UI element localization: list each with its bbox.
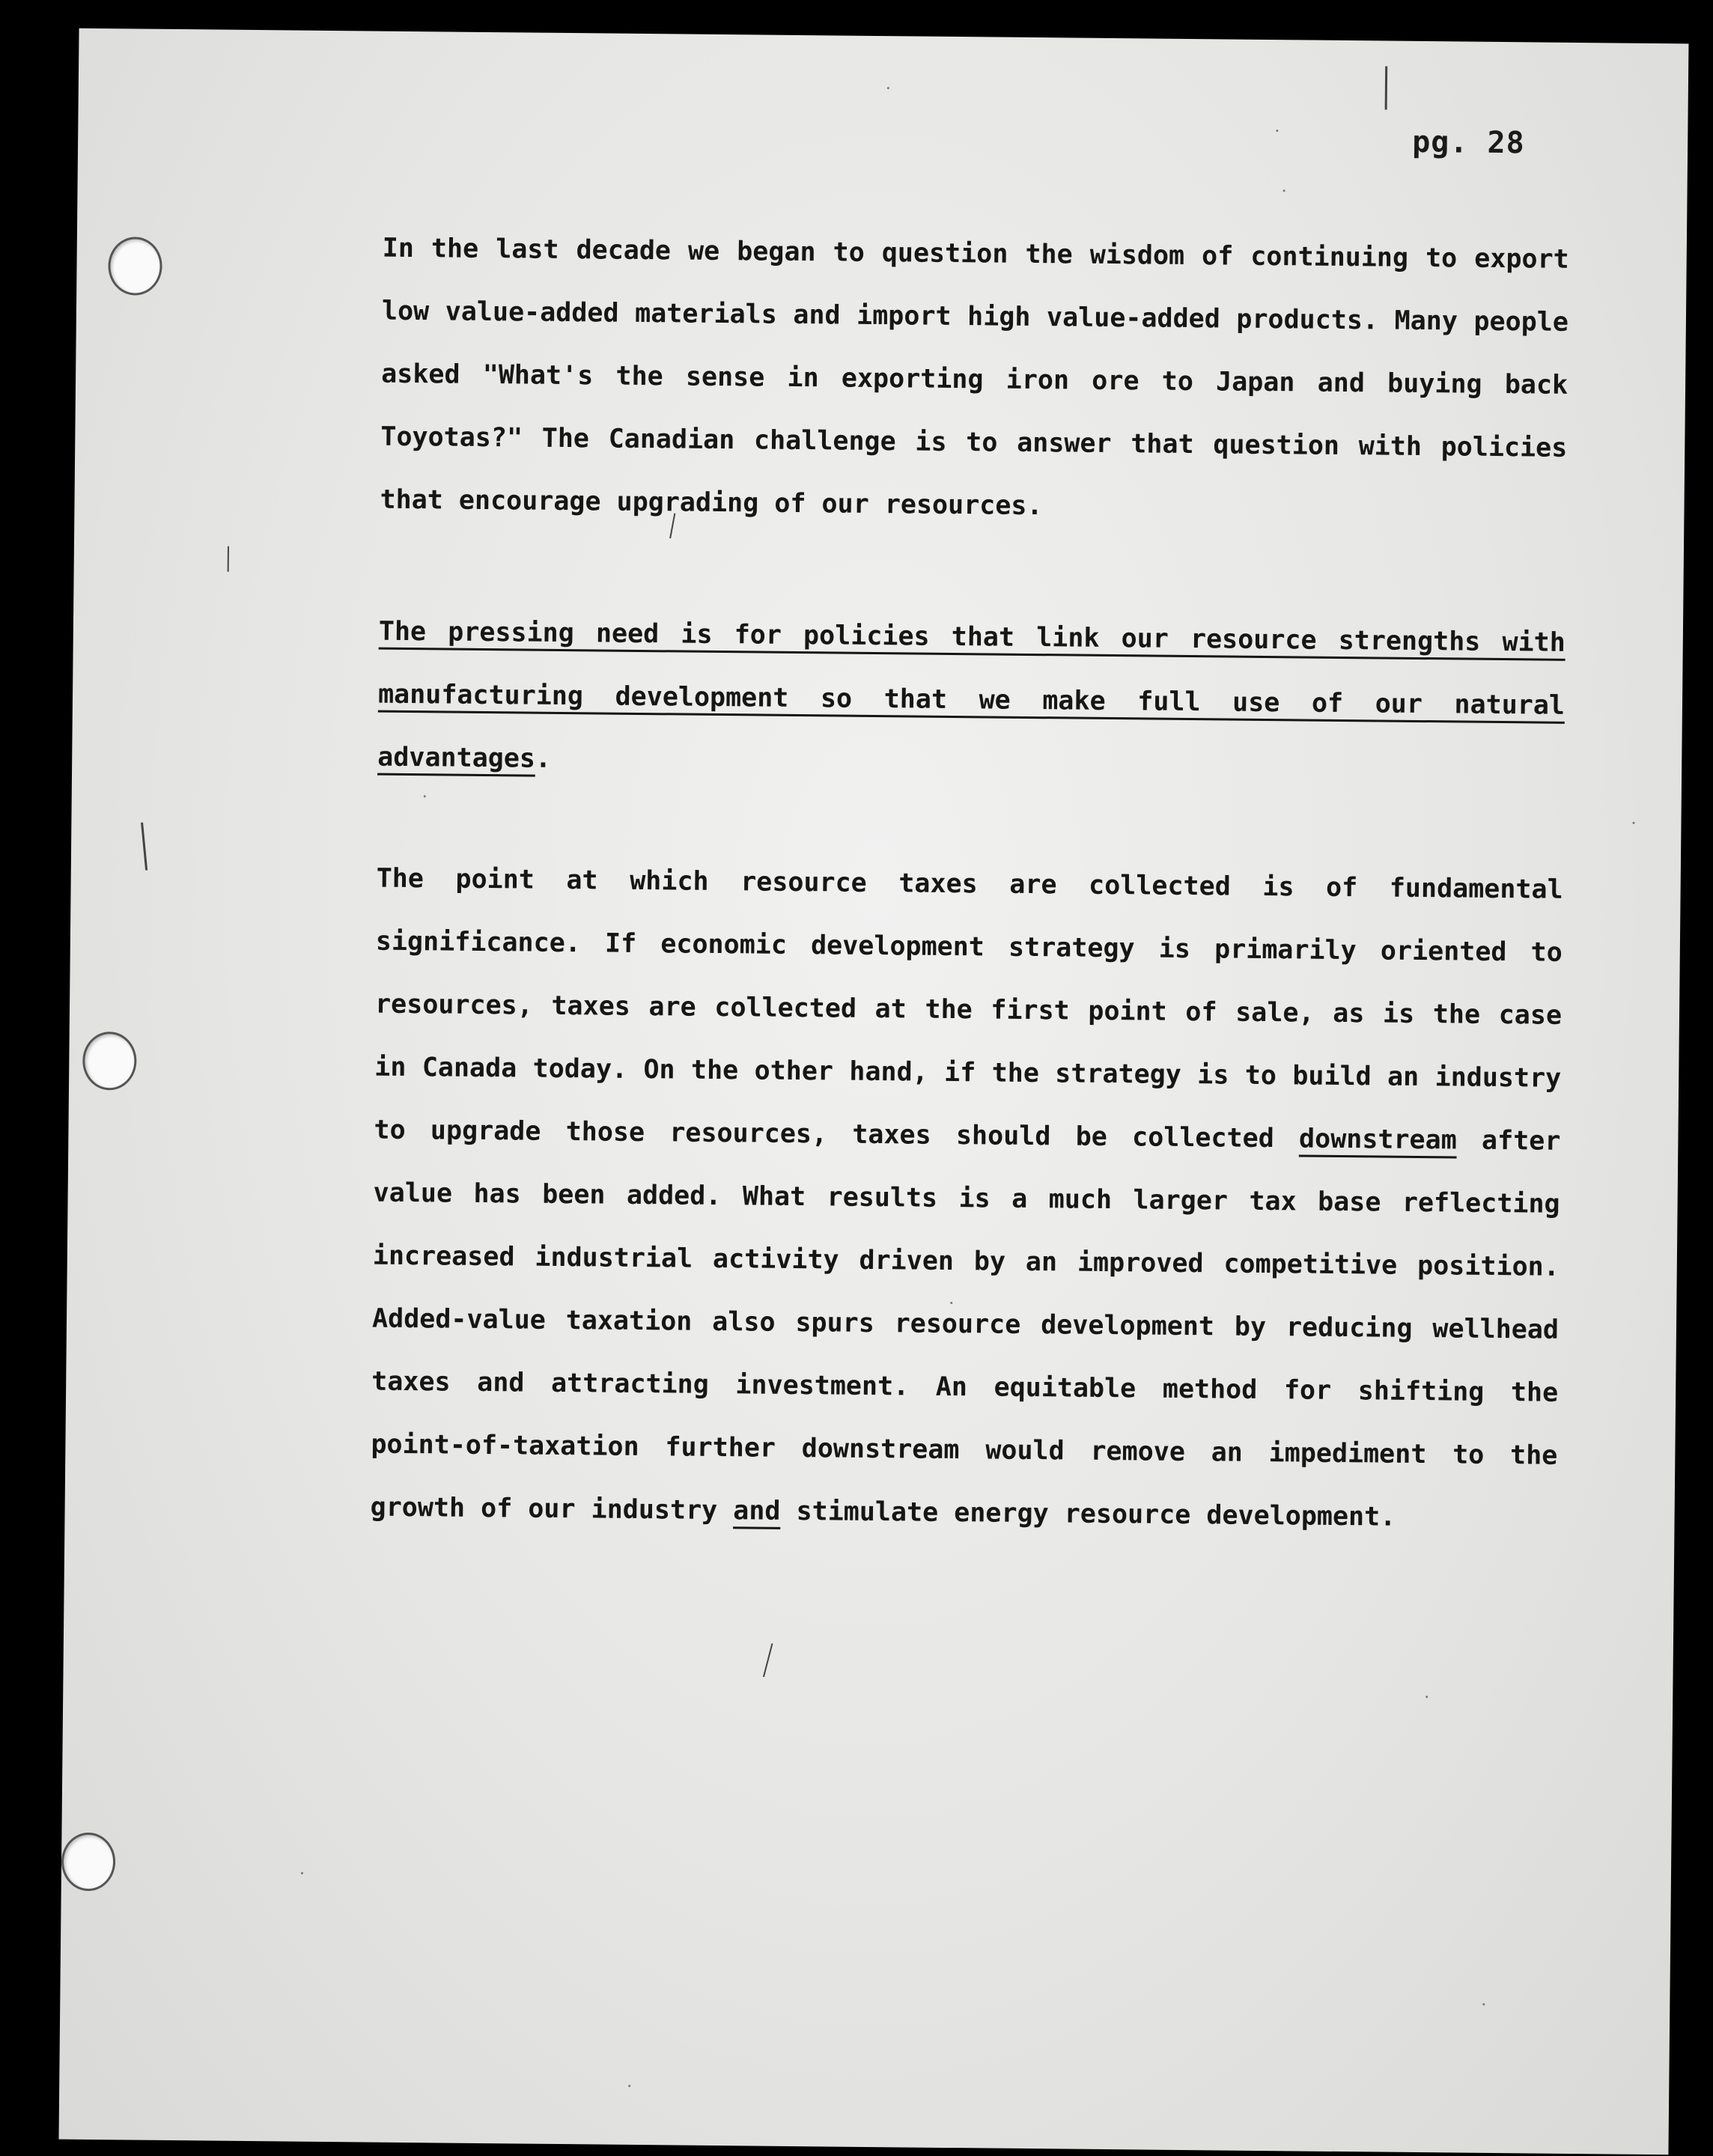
paragraph-3-text-a: The point at which resource taxes are collected is of fundamental significance. If economic development strategy is primarily oriented to resources, taxes are collected at the first point of sale, as is the case in Canada today. On the other hand, if the strategy is to build an industry to upgrade those resources, taxes should be collected bbox=[374, 863, 1563, 1154]
scan-mark bbox=[1385, 66, 1388, 109]
scan-speck bbox=[628, 2085, 630, 2087]
punch-hole-top bbox=[108, 237, 162, 296]
scan-mark bbox=[228, 546, 229, 572]
paragraph-3-text-b: after value has been added. What results is a much larger tax base reflecting increased industrial activity driven by an improved competitive position. Added-value taxation also spurs resource development by reducing wellhead taxes and attracting investment. An equitable method for shifting the point-of-taxation further downstream would remove an impediment to the growth of our industry bbox=[370, 1125, 1561, 1526]
paragraph-1 bbox=[380, 217, 1569, 543]
paragraph-3 bbox=[370, 847, 1563, 1550]
scan-speck bbox=[301, 1872, 303, 1875]
document-page bbox=[59, 28, 1689, 2155]
scan-speck bbox=[887, 87, 889, 89]
scan-mark bbox=[141, 823, 147, 871]
scan-speck bbox=[424, 795, 426, 797]
page-number: pg. 28 bbox=[1411, 124, 1525, 161]
scan-speck bbox=[1426, 1696, 1428, 1698]
scan-speck bbox=[1482, 2003, 1485, 2006]
paragraph-3-text-c: stimulate energy resource development. bbox=[780, 1496, 1396, 1532]
paragraph-2 bbox=[377, 600, 1566, 800]
paragraph-2-period: . bbox=[535, 743, 552, 774]
punch-hole-middle bbox=[82, 1032, 137, 1091]
underlined-downstream: downstream bbox=[1298, 1124, 1457, 1156]
underlined-emphasis: The pressing need is for policies that link our resource strengths with manufacturing development so that we make full use of our natural advantages bbox=[377, 616, 1566, 774]
scan-speck bbox=[1632, 822, 1634, 824]
punch-hole-bottom bbox=[61, 1833, 116, 1892]
scan-mark bbox=[763, 1643, 773, 1677]
scan-speck bbox=[1276, 130, 1278, 132]
scan-speck bbox=[1283, 189, 1285, 192]
paragraph-1-text: In the last decade we began to question the wisdom of continuing to export low value-added materials and import high value-added products. Many people asked "What's the sense in exporting iron ore to Japan and buying back Toyotas?" The Canadian challenge is to answer that question with policies that encourage upgrading of our resources. bbox=[380, 233, 1569, 522]
underlined-and: and bbox=[733, 1496, 781, 1526]
